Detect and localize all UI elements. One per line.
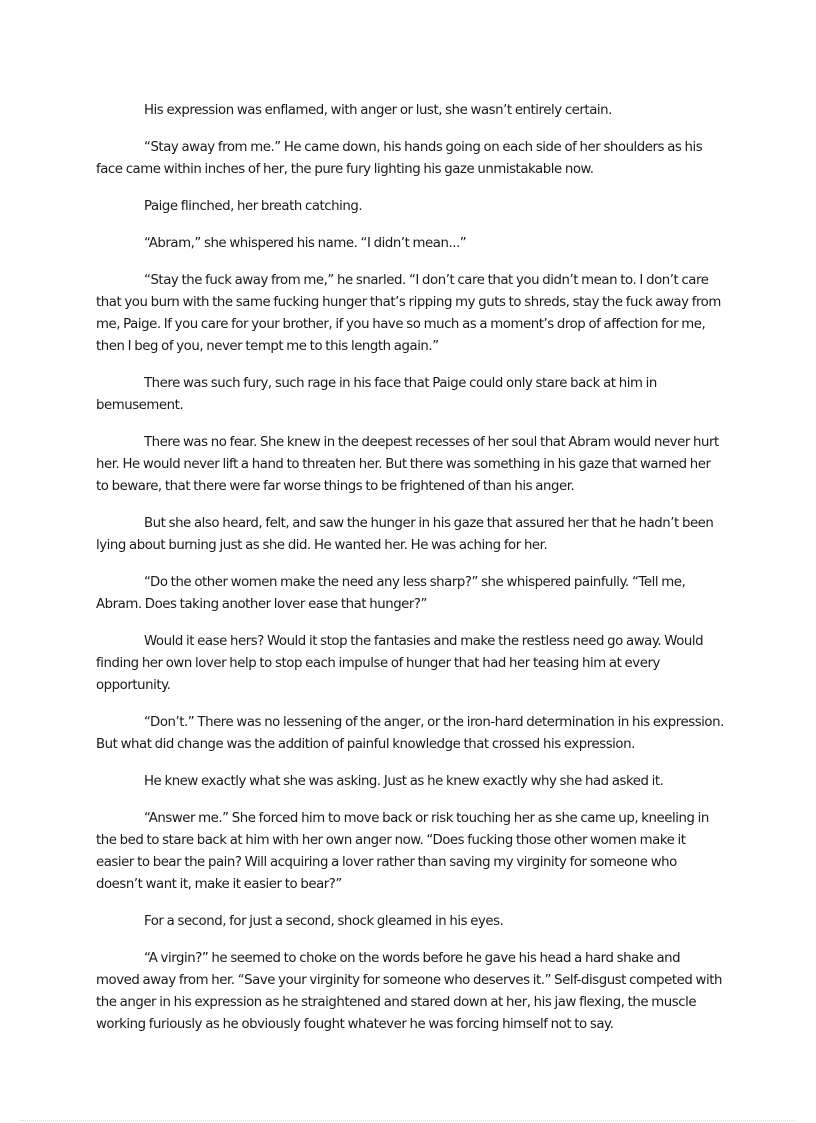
paragraph: His expression was enflamed, with anger or lust, she wasn’t entirely certain. <box>144 103 612 118</box>
paragraph: There was such fury, such rage in his face that Paige could only stare back at him in bemusement. <box>96 376 657 413</box>
page-edge-divider <box>20 1120 796 1121</box>
document-page <box>96 100 724 1051</box>
paragraph: “Stay the fuck away from me,” he snarled. “I don’t care that you didn’t mean to. I don’t care that you burn with the same fucking hunger that’s ripping my guts to shreds, stay the fuck away from me, Paige. If you care for your brother, if you have so much as a moment’s drop of affection for me, then I beg of you, never tempt me to this length again.” <box>96 273 721 354</box>
paragraph: There was no fear. She knew in the deepest recesses of her soul that Abram would never hurt her. He would never lift a hand to threaten her. But there was something in his gaze that warned her to beware, that there were far worse things to be frightened of than his anger. <box>96 435 719 494</box>
paragraph: But she also heard, felt, and saw the hunger in his gaze that assured her that he hadn’t been lying about burning just as she did. He wanted her. He was aching for her. <box>96 516 714 553</box>
paragraph: Paige flinched, her breath catching. <box>144 199 363 214</box>
paragraph: “Abram,” she whispered his name. “I didn’t mean...” <box>144 236 467 251</box>
paragraph: “Do the other women make the need any less sharp?” she whispered painfully. “Tell me, Abram. Does taking another lover ease that hunger?” <box>96 575 686 612</box>
paragraph: “Stay away from me.” He came down, his hands going on each side of her shoulders as his face came within inches of her, the pure fury lighting his gaze unmistakable now. <box>96 140 703 177</box>
paragraph: Would it ease hers? Would it stop the fantasies and make the restless need go away. Would finding her own lover help to stop each impulse of hunger that had her teasing him at every opportunity. <box>96 634 704 693</box>
paragraph: He knew exactly what she was asking. Just as he knew exactly why she had asked it. <box>144 774 664 789</box>
paragraph: “A virgin?” he seemed to choke on the words before he gave his head a hard shake and moved away from her. “Save your virginity for someone who deserves it.” Self-disgust competed with the anger in his expression as he straightened and stared down at her, his jaw flexing, the muscle working furiously as he obviously fought whatever he was forcing himself not to say. <box>96 951 722 1032</box>
paragraph: For a second, for just a second, shock gleamed in his eyes. <box>144 914 504 929</box>
paragraph: “Don’t.” There was no lessening of the anger, or the iron-hard determination in his expression. But what did change was the addition of painful knowledge that crossed his expression. <box>96 715 724 752</box>
paragraph: “Answer me.” She forced him to move back or risk touching her as she came up, kneeling in the bed to stare back at him with her own anger now. “Does fucking those other women make it easier to bear the pain? Will acquiring a lover rather than saving my virginity for someone who doesn’t want it, make it easier to bear?” <box>96 811 709 892</box>
